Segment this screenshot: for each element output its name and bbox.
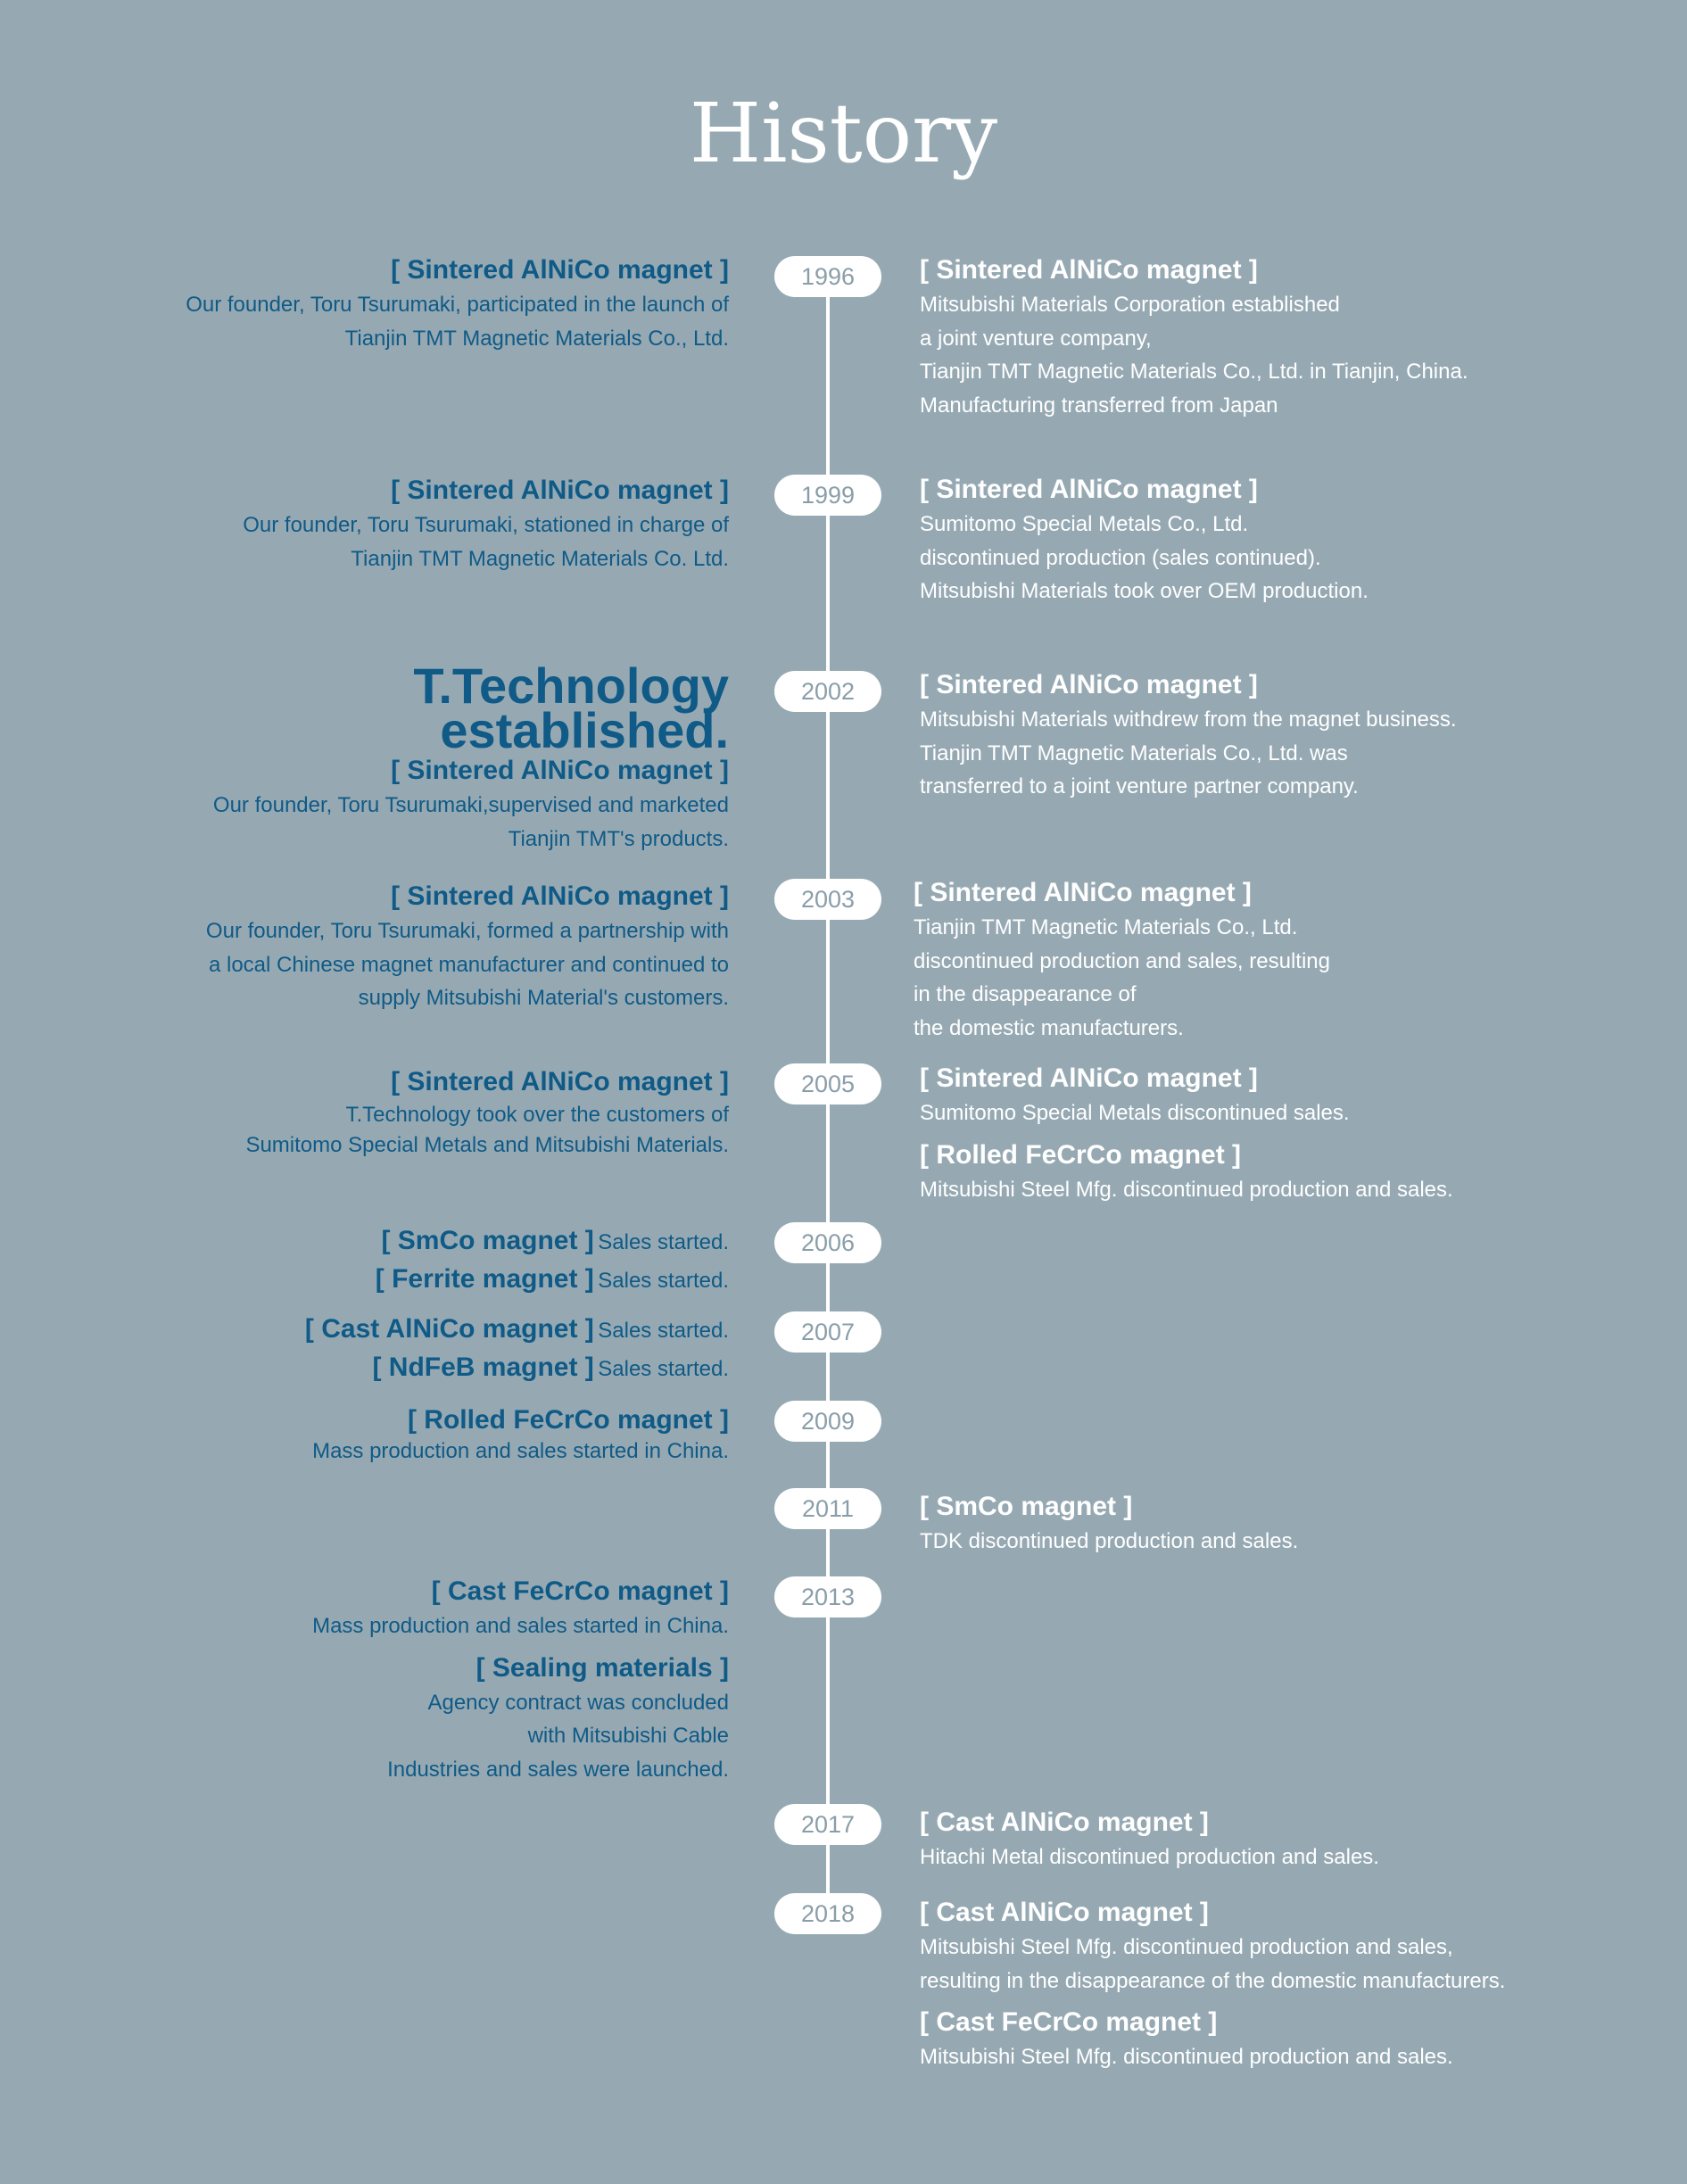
right-2018-heading: [ Cast AlNiCo magnet ]: [920, 1898, 1209, 1927]
right-1996-line: Mitsubishi Materials Corporation established: [920, 293, 1340, 317]
year-badge-2011: 2011: [774, 1488, 881, 1529]
left-2006-heading: [ Ferrite magnet ]: [375, 1264, 594, 1294]
left-2002-line: Tianjin TMT's products.: [508, 826, 729, 851]
left-2007-text: Sales started.: [598, 1319, 729, 1343]
left-entry-2007: [305, 1312, 729, 1389]
right-2002-line: Tianjin TMT Magnetic Materials Co., Ltd. was: [920, 740, 1348, 765]
year-badge-2017: 2017: [774, 1804, 881, 1845]
year-badge-2018: 2018: [774, 1893, 881, 1934]
right-2003-line: the domestic manufacturers.: [914, 1015, 1184, 1040]
left-2003-line: Our founder, Toru Tsurumaki, formed a partnership with: [205, 919, 729, 943]
left-entry-2009: [312, 1403, 729, 1466]
right-entry-2005: [920, 1061, 1453, 1206]
right-2003-line: Tianjin TMT Magnetic Materials Co., Ltd.: [914, 915, 1298, 939]
left-2002-line: Our founder, Toru Tsurumaki,supervised and marketed: [212, 793, 729, 817]
left-entry-1996: [186, 252, 729, 355]
left-1999-heading: [ Sintered AlNiCo magnet ]: [391, 476, 729, 505]
page-title: History: [689, 86, 998, 181]
year-badge-2006: 2006: [774, 1222, 881, 1263]
left-2013-heading: [ Cast FeCrCo magnet ]: [431, 1576, 729, 1606]
left-2007-heading: [ NdFeB magnet ]: [372, 1353, 594, 1382]
right-2003-heading: [ Sintered AlNiCo magnet ]: [914, 878, 1252, 907]
right-2005-line: Mitsubishi Steel Mfg. discontinued production and sales.: [920, 1177, 1453, 1202]
right-2018-line: Mitsubishi Steel Mfg. discontinued production and sales,: [920, 1935, 1453, 1959]
right-2018-line: Mitsubishi Steel Mfg. discontinued production and sales.: [920, 2045, 1453, 2069]
left-1999-line: Our founder, Toru Tsurumaki, stationed in charge of: [243, 513, 729, 537]
left-2005-line: Sumitomo Special Metals and Mitsubishi Materials.: [245, 1133, 729, 1157]
right-2011-heading: [ SmCo magnet ]: [920, 1492, 1133, 1521]
left-2003-line: a local Chinese magnet manufacturer and continued to: [208, 952, 729, 977]
left-2013-line: with Mitsubishi Cable: [527, 1724, 729, 1748]
right-1999-line: Sumitomo Special Metals Co., Ltd.: [920, 512, 1249, 536]
right-entry-2018: [920, 1895, 1505, 2074]
right-2005-heading-2: [ Rolled FeCrCo magnet ]: [920, 1139, 1242, 1170]
right-entry-1999: [920, 472, 1369, 608]
right-2018-line: resulting in the disappearance of the domestic manufacturers.: [920, 1968, 1506, 1993]
left-entry-2013: [312, 1574, 729, 1786]
left-2005-line: T.Technology took over the customers of: [345, 1103, 729, 1127]
left-entry-2006: [376, 1224, 729, 1301]
left-1999-line: Tianjin TMT Magnetic Materials Co. Ltd.: [351, 546, 729, 571]
left-2013-line: Industries and sales were launched.: [387, 1757, 729, 1782]
right-1999-line: Mitsubishi Materials took over OEM production.: [920, 579, 1369, 603]
right-2003-line: in the disappearance of: [914, 982, 1137, 1006]
left-2009-line: Mass production and sales started in China.: [312, 1439, 729, 1463]
year-badge-1996: 1996: [774, 256, 881, 297]
left-2005-heading: [ Sintered AlNiCo magnet ]: [391, 1067, 729, 1096]
year-badge-2005: 2005: [774, 1063, 881, 1104]
left-2003-heading: [ Sintered AlNiCo magnet ]: [391, 881, 729, 911]
right-2005-line: Sumitomo Special Metals discontinued sales.: [920, 1101, 1350, 1125]
left-1996-line: Tianjin TMT Magnetic Materials Co., Ltd.: [344, 326, 729, 351]
year-badge-2013: 2013: [774, 1576, 881, 1617]
left-2003-line: supply Mitsubishi Material's customers.: [358, 986, 729, 1010]
right-2005-heading: [ Sintered AlNiCo magnet ]: [920, 1063, 1258, 1093]
left-2007-item: [305, 1351, 729, 1389]
founding-headline: established.: [440, 702, 729, 758]
right-1996-heading: [ Sintered AlNiCo magnet ]: [920, 255, 1258, 285]
left-entry-2003: [206, 879, 729, 1015]
right-entry-2003: [914, 875, 1330, 1045]
left-2006-text: Sales started.: [598, 1269, 729, 1293]
left-2002-heading: [ Sintered AlNiCo magnet ]: [391, 756, 729, 785]
left-1996-heading: [ Sintered AlNiCo magnet ]: [391, 255, 729, 285]
right-entry-2017: [920, 1805, 1379, 1874]
year-badge-1999: 1999: [774, 475, 881, 516]
right-2011-line: TDK discontinued production and sales.: [920, 1529, 1299, 1553]
year-badge-2003: 2003: [774, 879, 881, 920]
right-2002-line: transferred to a joint venture partner company.: [920, 774, 1359, 798]
left-2007-heading: [ Cast AlNiCo magnet ]: [304, 1314, 594, 1344]
right-1996-line: Tianjin TMT Magnetic Materials Co., Ltd. in Tianjin, China.: [920, 360, 1468, 384]
left-2013-line: Mass production and sales started in China.: [312, 1614, 729, 1638]
year-badge-2007: 2007: [774, 1311, 881, 1353]
right-entry-2002: [920, 667, 1457, 804]
left-2006-item: [376, 1262, 729, 1301]
left-2007-text: Sales started.: [598, 1357, 729, 1381]
left-entry-1999: [243, 473, 729, 575]
year-badge-2009: 2009: [774, 1401, 881, 1442]
left-1996-line: Our founder, Toru Tsurumaki, participated in the launch of: [186, 293, 729, 317]
right-2017-line: Hitachi Metal discontinued production and sales.: [920, 1845, 1379, 1869]
left-2006-heading: [ SmCo magnet ]: [381, 1226, 594, 1255]
right-1996-line: a joint venture company,: [920, 326, 1152, 351]
founding-headline: T.Technology: [413, 658, 729, 714]
right-2002-heading: [ Sintered AlNiCo magnet ]: [920, 670, 1258, 699]
right-entry-1996: [920, 252, 1468, 422]
right-1999-line: discontinued production (sales continued).: [920, 545, 1321, 570]
right-2003-line: discontinued production and sales, resulting: [914, 948, 1330, 973]
left-2009-heading: [ Rolled FeCrCo magnet ]: [407, 1405, 729, 1435]
right-1999-heading: [ Sintered AlNiCo magnet ]: [920, 475, 1258, 504]
right-entry-2011: [920, 1489, 1298, 1559]
left-2006-item: [376, 1224, 729, 1262]
left-2006-text: Sales started.: [598, 1230, 729, 1254]
left-2013-heading-2: [ Sealing materials ]: [476, 1652, 729, 1683]
year-badge-2002: 2002: [774, 671, 881, 712]
left-entry-2005: [245, 1064, 729, 1161]
right-1996-line: Manufacturing transferred from Japan: [920, 393, 1278, 418]
left-2013-line: Agency contract was concluded: [427, 1690, 729, 1715]
right-2017-heading: [ Cast AlNiCo magnet ]: [920, 1808, 1209, 1837]
left-entry-2002: [212, 658, 729, 856]
right-2002-line: Mitsubishi Materials withdrew from the magnet business.: [920, 707, 1457, 732]
left-2007-item: [305, 1312, 729, 1351]
right-2018-heading-2: [ Cast FeCrCo magnet ]: [920, 2007, 1218, 2037]
